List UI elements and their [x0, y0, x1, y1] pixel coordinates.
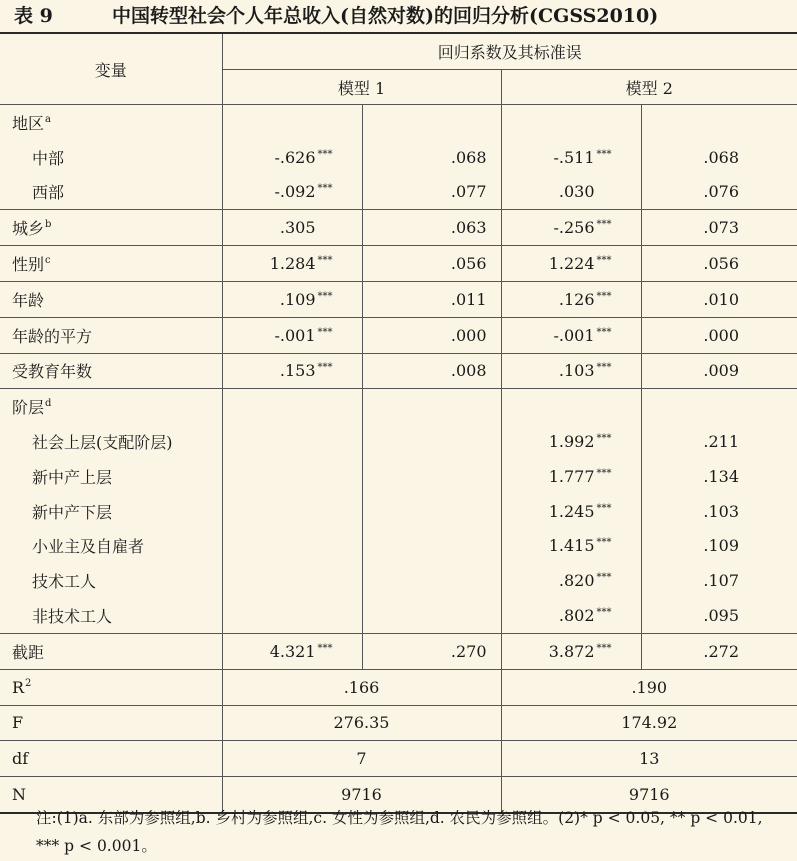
sig-stars: *** [596, 255, 612, 267]
coef-value: .820 [558, 571, 595, 591]
coef-value: 1.284 [269, 254, 316, 274]
table-row [0, 175, 797, 210]
header-model-1: 模型 1 [222, 70, 501, 105]
superscript: a [45, 113, 51, 125]
m2-coef [501, 246, 641, 282]
m1-se: .063 [362, 210, 501, 246]
coef-value: 4.321 [269, 641, 316, 661]
m2-coef [501, 353, 641, 389]
m2-coef [501, 633, 641, 669]
sig-stars: *** [317, 183, 333, 195]
table-row [0, 529, 797, 564]
table-row [0, 494, 797, 529]
m2-r2: .190 [501, 669, 797, 705]
sig-stars: *** [317, 642, 333, 654]
coef-value: .153 [279, 361, 316, 381]
table-number: 表 9 [14, 5, 53, 27]
coef-value: .305 [279, 218, 316, 238]
sig-stars: *** [317, 148, 333, 160]
row-label-n: N [0, 777, 222, 813]
row-label-text: R [12, 677, 25, 697]
coef-value: -.256 [553, 218, 595, 238]
m1-coef [222, 317, 362, 353]
sig-stars: *** [596, 362, 612, 374]
m2-coef [501, 317, 641, 353]
coef-value: 1.777 [548, 466, 595, 486]
row-label-df: df [0, 741, 222, 777]
superscript: c [45, 255, 51, 267]
sig-stars: *** [596, 537, 612, 549]
table-note: 注:(1)a. 东部为参照组,b. 乡村为参照组,c. 女性为参照组,d. 农民为参照组。(2)* p < 0.05, ** p < 0.01, *** p < 0.001。 [36, 809, 763, 855]
row-label-upper-middle: 新中产上层 [32, 467, 113, 487]
m2-se: .109 [641, 529, 797, 564]
row-label-education: 受教育年数 [0, 353, 222, 389]
m2-coef [501, 529, 641, 564]
m2-se: .056 [641, 246, 797, 282]
sig-stars: *** [596, 326, 612, 338]
coef-value: -.001 [553, 325, 595, 345]
coef-value: 1.245 [548, 501, 595, 521]
m1-se: .077 [362, 175, 501, 210]
row-label-text: 性别 [12, 255, 45, 275]
table-row [0, 246, 797, 282]
sig-stars: *** [317, 362, 333, 374]
header-coef-group: 回归系数及其标准误 [222, 33, 797, 70]
table-row [0, 563, 797, 598]
coef-value: -.001 [274, 325, 316, 345]
row-label-age: 年龄 [0, 281, 222, 317]
m1-se: .056 [362, 246, 501, 282]
coef-value: -.626 [274, 147, 316, 167]
table-row [0, 705, 797, 741]
m2-se: .068 [641, 140, 797, 175]
table-title-text: 中国转型社会个人年总收入(自然对数)的回归分析(CGSS2010) [112, 5, 659, 27]
header-model-2: 模型 2 [501, 70, 797, 105]
coef-value: .109 [279, 289, 316, 309]
row-label-class [0, 389, 222, 424]
m2-se: .009 [641, 353, 797, 389]
row-label-small-owners: 小业主及自雇者 [32, 537, 145, 557]
m1-r2: .166 [222, 669, 501, 705]
table-row [0, 281, 797, 317]
sig-stars: *** [596, 502, 612, 514]
m2-coef [501, 563, 641, 598]
table-row [0, 669, 797, 705]
m1-coef [222, 353, 362, 389]
coef-value: 1.415 [548, 536, 595, 556]
m1-se: .011 [362, 281, 501, 317]
row-label-f: F [0, 705, 222, 741]
m2-se: .107 [641, 563, 797, 598]
row-label-text: 阶层 [12, 398, 45, 418]
table-row [0, 317, 797, 353]
m2-coef [501, 281, 641, 317]
table-title [0, 0, 797, 32]
row-label-unskilled-workers: 非技术工人 [32, 607, 113, 627]
sig-stars: *** [317, 326, 333, 338]
m2-se: .095 [641, 598, 797, 633]
superscript: b [45, 219, 52, 231]
sig-stars: *** [596, 467, 612, 479]
m2-coef [501, 459, 641, 494]
sig-stars: *** [596, 433, 612, 445]
m1-se: .000 [362, 317, 501, 353]
coef-value: .103 [558, 361, 595, 381]
m1-n: 9716 [222, 777, 501, 813]
table-row [0, 140, 797, 175]
table-row [0, 389, 797, 424]
sig-stars: *** [317, 255, 333, 267]
m2-se: .000 [641, 317, 797, 353]
sig-stars: *** [596, 290, 612, 302]
row-label-west: 西部 [32, 183, 65, 203]
m1-f: 276.35 [222, 705, 501, 741]
m2-coef [501, 494, 641, 529]
m1-coef [222, 246, 362, 282]
m2-se: .076 [641, 175, 797, 210]
coef-value: .030 [558, 182, 595, 202]
m1-df: 7 [222, 741, 501, 777]
regression-table [0, 32, 797, 814]
m2-coef [501, 424, 641, 459]
table-row [0, 598, 797, 633]
m2-se: .272 [641, 633, 797, 669]
table-row [0, 105, 797, 140]
m2-se: .073 [641, 210, 797, 246]
coef-value: 1.992 [548, 432, 595, 452]
m1-se: .270 [362, 633, 501, 669]
m2-se: .134 [641, 459, 797, 494]
sig-stars: *** [596, 607, 612, 619]
row-label-lower-middle: 新中产下层 [32, 502, 113, 522]
coef-value: -.511 [553, 147, 595, 167]
coef-value: -.092 [274, 182, 316, 202]
row-label-r2 [0, 669, 222, 705]
superscript: 2 [25, 677, 32, 689]
row-label-urban [0, 210, 222, 246]
row-label-gender [0, 246, 222, 282]
row-label-intercept: 截距 [0, 633, 222, 669]
row-label-upper-class: 社会上层(支配阶层) [32, 433, 173, 453]
sig-stars: *** [596, 219, 612, 231]
m1-coef [222, 210, 362, 246]
m2-coef [501, 210, 641, 246]
coef-value: 1.224 [548, 254, 595, 274]
table-row [0, 741, 797, 777]
coef-value: .126 [558, 289, 595, 309]
m1-se: .068 [362, 140, 501, 175]
row-label-text: 地区 [12, 113, 45, 133]
header-row-1 [0, 33, 797, 70]
m2-se: .211 [641, 424, 797, 459]
table-row [0, 459, 797, 494]
m2-se: .103 [641, 494, 797, 529]
m2-df: 13 [501, 741, 797, 777]
header-variable: 变量 [0, 33, 222, 105]
m2-n: 9716 [501, 777, 797, 813]
m2-f: 174.92 [501, 705, 797, 741]
table-row [0, 353, 797, 389]
table-row [0, 424, 797, 459]
table-row [0, 210, 797, 246]
m1-coef [222, 281, 362, 317]
m1-coef [222, 175, 362, 210]
m1-coef [222, 633, 362, 669]
sig-stars: *** [317, 290, 333, 302]
m1-se: .008 [362, 353, 501, 389]
m2-se: .010 [641, 281, 797, 317]
superscript: d [45, 398, 52, 410]
row-label-age-squared: 年龄的平方 [0, 317, 222, 353]
row-label-region [0, 105, 222, 140]
row-label-central: 中部 [32, 148, 65, 168]
m1-coef [222, 140, 362, 175]
sig-stars: *** [596, 148, 612, 160]
sig-stars: *** [596, 642, 612, 654]
sig-stars: *** [596, 572, 612, 584]
row-label-text: 城乡 [12, 219, 45, 239]
m2-coef [501, 175, 641, 210]
table-row [0, 633, 797, 669]
m2-coef [501, 140, 641, 175]
m2-coef [501, 598, 641, 633]
row-label-skilled-workers: 技术工人 [32, 572, 97, 592]
coef-value: .802 [558, 606, 595, 626]
coef-value: 3.872 [548, 641, 595, 661]
